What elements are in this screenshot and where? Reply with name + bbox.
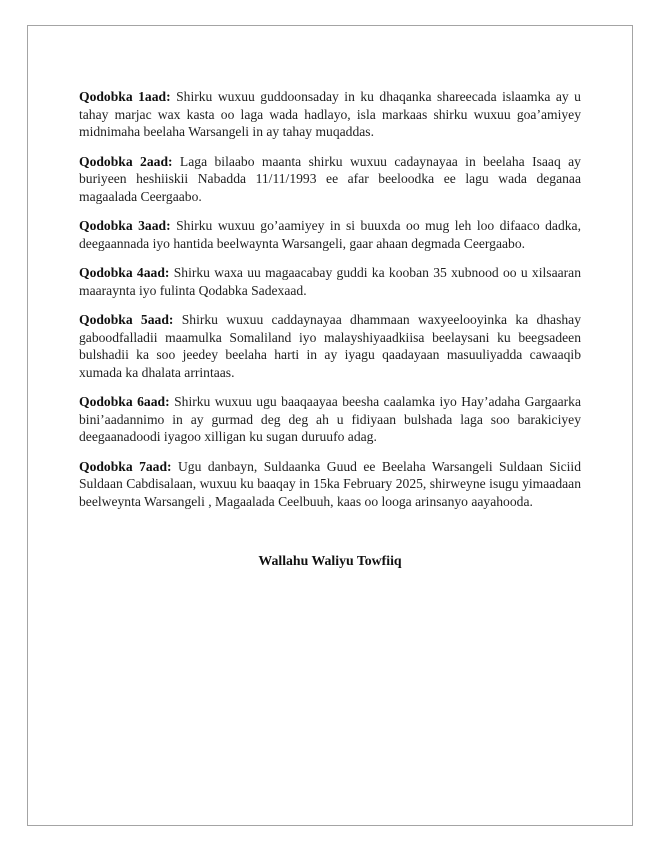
document-paragraph	[79, 217, 581, 252]
paragraph-label: Qodobka 6aad:	[79, 394, 170, 409]
paragraph-body: Shirku wuxuu go’aamiyey in si buuxda oo mug leh loo difaaco dadka, deegaannada iyo hantida beelwaynta Warsangeli, gaar ahaan degmada Ceergaabo.	[79, 218, 581, 251]
paragraph-label: Qodobka 4aad:	[79, 265, 170, 280]
document-content	[79, 88, 581, 570]
paragraph-body: Shirku wuxuu caddaynayaa dhammaan waxyeelooyinka ka dhashay gaboodfalladii maamulka Somaliland iyo malayshiyaadkiisa beelaysani ku beegsadeen bulshadii ka soo jeedey beelaha harti in ay iyagu qaadayaan masuuliyadda cawaaqib xumada ka dhalata arrintaas.	[79, 312, 581, 380]
paragraph-body: Ugu danbayn, Suldaanka Guud ee Beelaha Warsangeli Suldaan Siciid Suldaan Cabdisalaan, wuxuu ku baaqay in 15ka February 2025, shirweyne isugu yimaadaan beelweynta Warsangeli , Magaalada Ceelbuuh, kaas oo looga arinsanyo aayahooda.	[79, 458, 581, 509]
paragraph-label: Qodobka 3aad:	[79, 218, 171, 233]
document-paragraph	[79, 393, 581, 446]
paragraph-body: Laga bilaabo maanta shirku wuxuu cadaynayaa in beelaha Isaaq ay buriyeen heshiiskii Nabadda 11/11/1993 ee afar beeloodka ee lagu wada deganaa magaalada Ceergaabo.	[79, 153, 581, 204]
paragraph-body: Shirku wuxuu ugu baaqaayaa beesha caalamka iyo Hay’adaha Gargaarka bini’aadannimo in ay gurmad deg deg ah u fidiyaan bulshada laga soo barakiciyey deegaanadoodi iyagoo xilligan ku sugan duruufo adag.	[79, 394, 581, 444]
document-paragraph	[79, 458, 581, 511]
paragraph-label: Qodobka 5aad:	[79, 312, 174, 327]
paragraph-label: Qodobka 7aad:	[79, 458, 172, 474]
paragraph-label: Qodobka 2aad:	[79, 153, 173, 169]
paragraph-label: Qodobka 1aad:	[79, 89, 171, 104]
paragraph-body: Shirku waxa uu magaacabay guddi ka kooban 35 xubnood oo u xilsaaran maaraynta iyo fulinta Qodabka Sadexaad.	[79, 265, 581, 298]
document-paragraph	[79, 153, 581, 206]
paragraph-body: Shirku wuxuu guddoonsaday in ku dhaqanka shareecada islaamka ay u tahay marjac wax kasta oo laga wada hadlayo, isla markaas shirku wuxuu goa’amiyey midnimaha beelaha Warsangeli in ay tahay muqaddas.	[79, 89, 581, 139]
document-paragraph	[79, 264, 581, 299]
document-paragraph	[79, 311, 581, 381]
paragraph-list	[79, 88, 581, 510]
document-page	[27, 25, 633, 826]
closing-line: Wallahu Waliyu Towfiiq	[258, 553, 402, 568]
document-paragraph	[79, 88, 581, 141]
